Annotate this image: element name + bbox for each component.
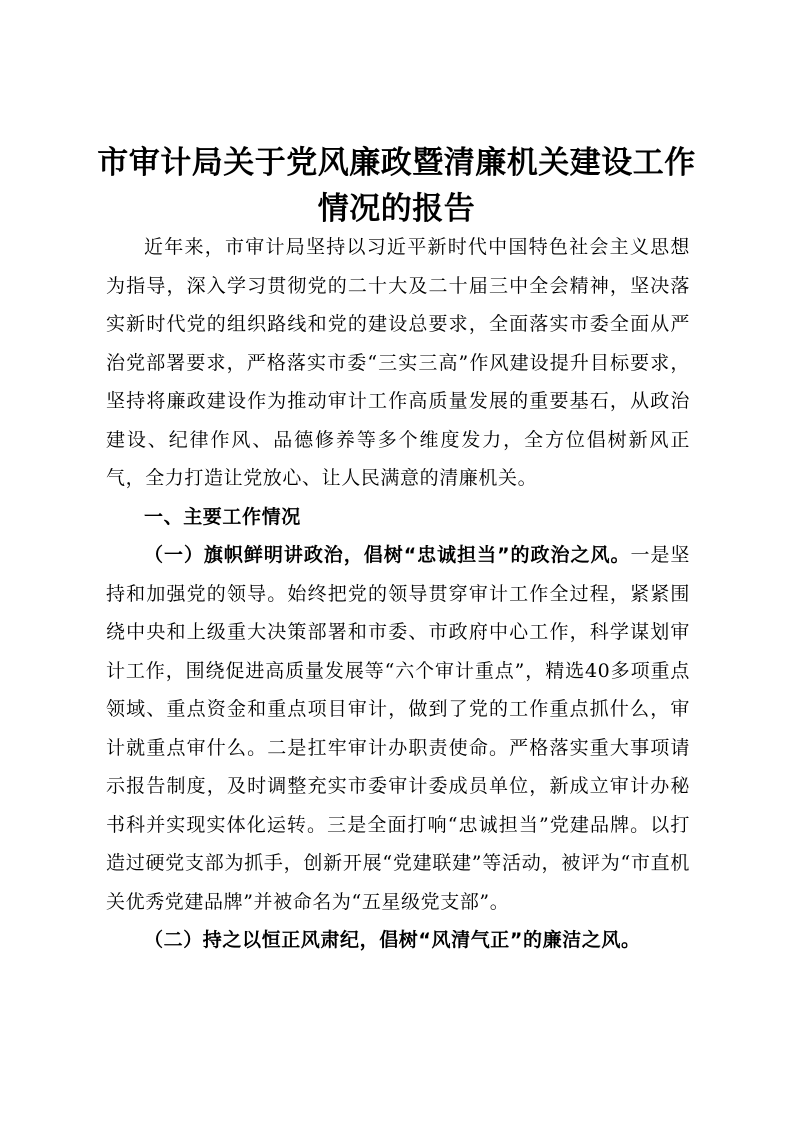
subsection-1-body: 一是坚持和加强党的领导。始终把党的领导贯穿审计工作全过程，紧紧围绕中央和上级重大决策部署和市委、市政府中心工作，科学谋划审计工作，围绕促进高质量发展等“六个审计重点”，精选40多项重点领域、重点资金和重点项目审计，做到了党的工作重点抓什么，审计就重点审什么。二是扛牢审计办职责使命。严格落实重大事项请示报告制度，及时调整充实市委审计委成员单位，新成立审计办秘书科并实现实体化运转。三是全面打响“忠诚担当”党建品牌。以打造过硬党支部为抓手，创新开展“党建联建”等活动，被评为“市直机关优秀党建品牌”并被命名为“五星级党支部”。	[106, 544, 690, 913]
subsection-1-paragraph	[106, 536, 690, 921]
document-title: 市审计局关于党风廉政暨清廉机关建设工作情况的报告	[97, 145, 696, 227]
subsection-2-heading: （二）持之以恒正风肃纪，倡树“风清气正”的廉洁之风。	[144, 929, 641, 951]
document-body	[106, 228, 690, 960]
section-heading-main-work: 一、主要工作情况	[144, 505, 301, 528]
intro-paragraph: 近年来，市审计局坚持以习近平新时代中国特色社会主义思想为指导，深入学习贯彻党的二十大及二十届三中全会精神，坚决落实新时代党的组织路线和党的建设总要求，全面落实市委全面从严治党部署要求，严格落实市委“三实三高”作风建设提升目标要求，坚持将廉政建设作为推动审计工作高质量发展的重要基石，从政治建设、纪律作风、品德修养等多个维度发力，全方位倡树新风正气，全力打造让党放心、让人民满意的清廉机关。	[106, 236, 690, 489]
subsection-1-heading: （一）旗帜鲜明讲政治，倡树“忠诚担当”的政治之风。	[144, 544, 631, 566]
subsection-2-paragraph	[106, 921, 690, 960]
